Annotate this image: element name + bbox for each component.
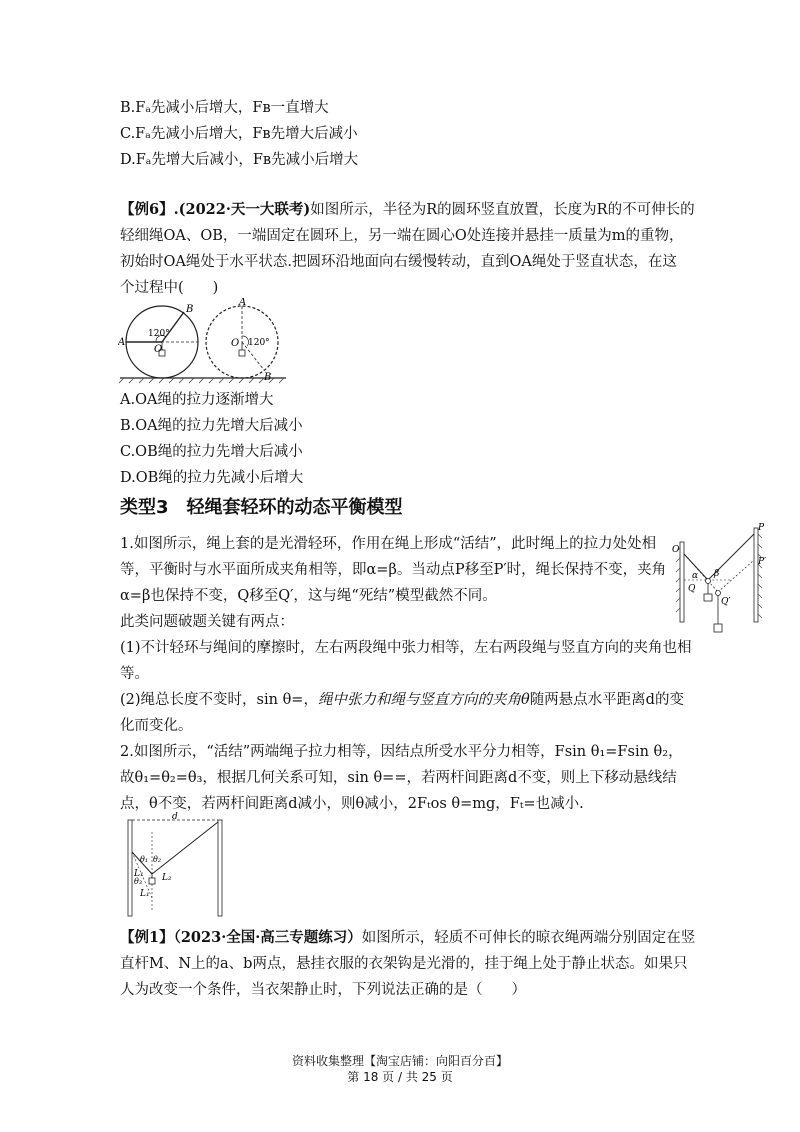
option-d-prev: D.Fₐ先增大后减小，Fʙ先减小后增大: [120, 152, 359, 168]
fig1-label-beta: β: [714, 569, 720, 579]
option-b-prev: B.Fₐ先减小后增大，Fʙ一直增大: [120, 100, 329, 116]
example1-tag: 【例1】（2023·全国·高三专题练习）: [120, 929, 362, 946]
body-p4-line1: (2)绳总长度不变时，sin θ=，绳中张力和绳与竖直方向的夹角θ随两悬点水平距离d的变: [120, 692, 684, 708]
body-p3-line1: (1)不计轻环与绳间的摩擦时，左右两段绳中张力相等，左右两段绳与竖直方向的夹角也相: [120, 640, 692, 656]
option-c-prev: C.Fₐ先减小后增大，Fʙ先增大后减小: [120, 126, 358, 142]
example6-line2: 轻细绳OA、OB，一端固定在圆环上，另一端在圆心O处连接并悬挂一质量为m的重物，: [120, 228, 684, 244]
example6-tag: 【例6】.(2022·天一大联考): [120, 201, 311, 218]
body-p3-line2: 等。: [120, 666, 149, 682]
example6-line4: 个过程中( ): [120, 280, 219, 296]
body-p4-line2: 化而变化。: [120, 718, 193, 734]
fig1-label-pp: P′: [758, 557, 767, 567]
footer-source: 资料收集整理【淘宝店铺：向阳百分百】: [291, 1054, 508, 1068]
fig2-label-t2: θ₂: [153, 855, 162, 864]
body-p1-line2: 等，平衡时与水平面所成夹角相等，即α=β。当动点P移至P′时，绳长保持不变，夹角: [120, 562, 667, 578]
fig-label-b-left: B: [186, 304, 194, 315]
fig-label-o-left: O: [154, 344, 163, 355]
body-p1-line1: 1.如图所示，绳上套的是光滑轻环，作用在绳上形成“活结”，此时绳上的拉力处处相: [120, 536, 657, 552]
body-p5-line2: 故θ₁=θ₂=θ₃，根据几何关系可知，sin θ==，若两杆间距离d不变，则上下移动悬线结: [120, 770, 677, 786]
fig2-label-d: d: [172, 812, 178, 822]
section-title: 类型3 轻绳套轻环的动态平衡模型: [120, 497, 403, 518]
fig-label-o-right: O: [231, 338, 240, 349]
body-p5-line1: 2.如图所示，“活结”两端绳子拉力相等，因结点所受水平分力相等，Fsin θ₁=Fsin θ₂，: [120, 744, 683, 760]
fig1-label-q: Q: [688, 584, 696, 594]
fig2-label-l2: L₂: [162, 873, 172, 883]
footer-page-number: 第 18 页 / 共 25 页: [347, 1070, 453, 1084]
fig-label-angle-left: 120°: [148, 329, 170, 339]
example1-line1: 【例1】（2023·全国·高三专题练习）如图所示，轻质不可伸长的晾衣绳两端分别固定在竖: [120, 929, 696, 946]
example6-option-c: C.OB绳的拉力先增大后减小: [120, 444, 303, 460]
example1-line3: 人为改变一个条件，当衣架静止时，下列说法正确的是（ ）: [120, 982, 526, 998]
body-p1-line3: α=β也保持不变，Q移至Q′，这与绳“死结”模型截然不同。: [120, 588, 497, 604]
fig1-label-qp: Q′: [721, 597, 731, 607]
fig1-label-o: O: [672, 545, 680, 555]
fig2-label-l1: L₁: [134, 869, 144, 879]
example6-option-d: D.OB绳的拉力先减小后增大: [120, 470, 304, 486]
example6-figure: [118, 298, 288, 384]
fig1-label-p: P: [758, 523, 765, 533]
fig2-label-t1: θ₁: [140, 855, 149, 864]
fig2-label-t3: θ₃: [134, 877, 143, 886]
fig-label-b-right: B: [264, 372, 272, 383]
fig-label-a-right: A: [239, 298, 247, 308]
fig1-label-alpha: α: [692, 571, 699, 581]
body-p5-line3: 点，θ不变，若两杆间距离d减小，则θ减小，2Fₜos θ=mg，Fₜ=也减小.: [120, 796, 584, 812]
example6-line1: 【例6】.(2022·天一大联考)如图所示，半径为R的圆环竖直放置，长度为R的不可伸长的: [120, 201, 695, 218]
fig-label-a-left: A: [118, 337, 126, 348]
fig2-label-l1b: L₁: [140, 889, 150, 899]
slip-knot-figure: [670, 522, 770, 638]
example1-line2: 直杆M、N上的a、b两点，悬挂衣服的衣架钩是光滑的，挂于绳上处于静止状态。如果只: [120, 956, 688, 972]
example6-line3: 初始时OA绳处于水平状态.把圆环沿地面向右缓慢转动，直到OA绳处于竖直状态，在这: [120, 254, 677, 270]
body-p2: 此类问题破题关键有两点：: [120, 614, 294, 630]
body-p4-italic: 绳中张力和绳与竖直方向的夹角θ: [317, 692, 530, 708]
two-pole-figure: [122, 812, 232, 920]
example6-option-b: B.OA绳的拉力先增大后减小: [120, 418, 303, 434]
fig-label-angle-right: 120°: [248, 338, 270, 348]
example6-option-a: A.OA绳的拉力逐渐增大: [120, 392, 274, 408]
